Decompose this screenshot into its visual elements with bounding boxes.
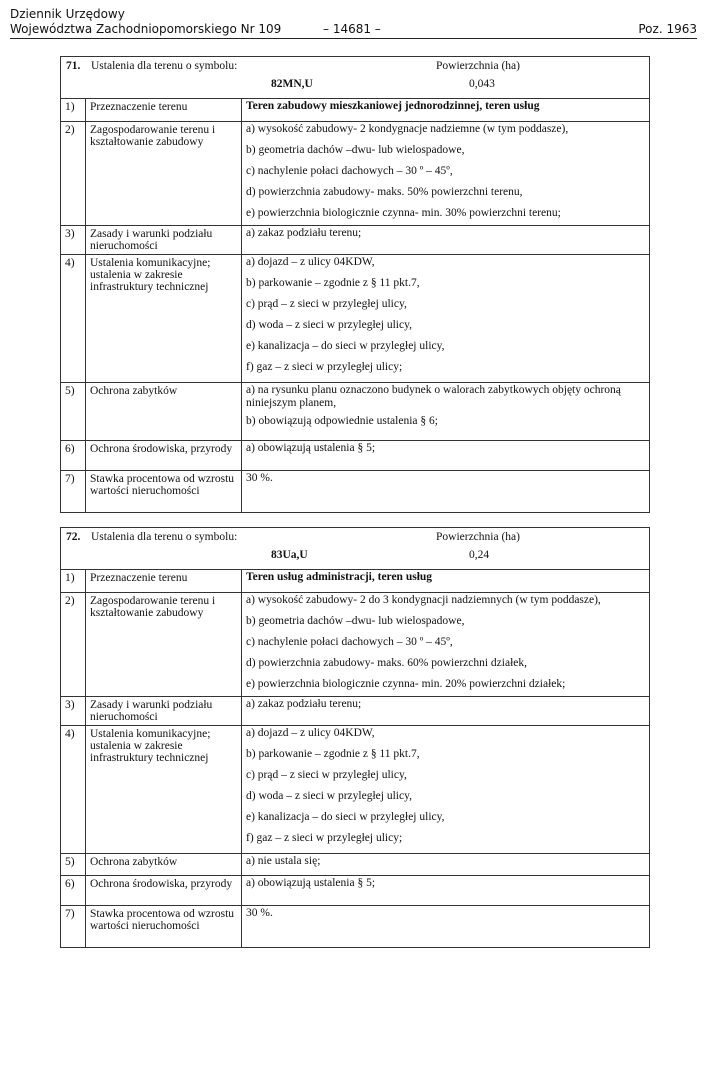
row-item: b) parkowanie – zgodnie z § 11 pkt.7,	[246, 748, 420, 760]
row-item: a) dojazd – z ulicy 04KDW,	[246, 727, 375, 739]
row-item: a) na rysunku planu oznaczono budynek o walorach zabytkowych objęty ochroną niniejszym planem,	[246, 384, 621, 409]
row-title: Stawka procentowa od wzrostu wartości nieruchomości	[86, 471, 242, 512]
row-item: a) dojazd – z ulicy 04KDW,	[246, 256, 375, 268]
row-item: e) powierzchnia biologicznie czynna- min. 30% powierzchni terenu;	[246, 207, 561, 219]
row-item: e) kanalizacja – do sieci w przyległej ulicy,	[246, 340, 445, 352]
row-item: d) powierzchnia zabudowy- maks. 60% powierzchni działek,	[246, 657, 528, 669]
row-number: 3)	[61, 697, 86, 725]
position-number: Poz. 1963	[638, 22, 697, 36]
row-item: c) nachylenie połaci dachowych – 30 º – 45º,	[246, 165, 453, 177]
row-item: f) gaz – z sieci w przyległej ulicy;	[246, 832, 403, 844]
row-item: b) parkowanie – zgodnie z § 11 pkt.7,	[246, 277, 420, 289]
row-number: 4)	[61, 726, 86, 853]
row-title: Ochrona zabytków	[86, 854, 242, 875]
row-number: 1)	[61, 570, 86, 592]
block-label: Ustalenia dla terenu o symbolu:	[91, 531, 238, 543]
row-item: Teren usług administracji, teren usług	[246, 571, 433, 583]
row-content	[242, 854, 649, 875]
row-title: Ustalenia komunikacyjne; ustalenia w zakresie infrastruktury technicznej	[86, 726, 242, 853]
row-number: 5)	[61, 383, 86, 440]
row-title: Zagospodarowanie terenu i kształtowanie zabudowy	[86, 122, 242, 225]
area-label: Powierzchnia (ha)	[436, 531, 520, 543]
row-content	[242, 226, 649, 254]
row-item: d) powierzchnia zabudowy- maks. 50% powierzchni terenu,	[246, 186, 523, 198]
regulation-block-71	[60, 56, 650, 513]
row-number: 6)	[61, 876, 86, 905]
table-row	[61, 876, 649, 906]
row-title: Ochrona zabytków	[86, 383, 242, 440]
publisher: Województwa Zachodniopomorskiego Nr 109	[10, 22, 282, 36]
row-title: Zagospodarowanie terenu i kształtowanie zabudowy	[86, 593, 242, 696]
row-content	[242, 99, 649, 121]
row-number: 2)	[61, 122, 86, 225]
row-item: f) gaz – z sieci w przyległej ulicy;	[246, 361, 403, 373]
row-item: a) obowiązują ustalenia § 5;	[246, 442, 376, 454]
row-item: e) powierzchnia biologicznie czynna- min. 20% powierzchni działek;	[246, 678, 566, 690]
table-row	[61, 122, 649, 226]
row-content	[242, 697, 649, 725]
row-item: a) obowiązują ustalenia § 5;	[246, 877, 376, 889]
row-content	[242, 570, 649, 592]
row-content	[242, 383, 649, 440]
block-number: 72.	[66, 531, 81, 543]
row-item: 30 %.	[246, 472, 273, 484]
row-number: 7)	[61, 906, 86, 947]
row-number: 3)	[61, 226, 86, 254]
table-row	[61, 383, 649, 441]
row-title: Zasady i warunki podziału nieruchomości	[86, 697, 242, 725]
row-item: e) kanalizacja – do sieci w przyległej ulicy,	[246, 811, 445, 823]
row-item: d) woda – z sieci w przyległej ulicy,	[246, 319, 412, 331]
row-title: Ustalenia komunikacyjne; ustalenia w zakresie infrastruktury technicznej	[86, 255, 242, 382]
page-header	[10, 7, 697, 39]
table-row	[61, 99, 649, 122]
row-item: c) prąd – z sieci w przyległej ulicy,	[246, 769, 407, 781]
row-number: 2)	[61, 593, 86, 696]
header-line	[10, 22, 697, 39]
row-content	[242, 122, 649, 225]
row-item: d) woda – z sieci w przyległej ulicy,	[246, 790, 412, 802]
table-row	[61, 226, 649, 255]
row-content	[242, 593, 649, 696]
row-item: a) zakaz podziału terenu;	[246, 227, 362, 239]
row-content	[242, 906, 649, 947]
block-title-row	[61, 57, 649, 99]
block-number: 71.	[66, 60, 81, 72]
row-content	[242, 441, 649, 470]
table-row	[61, 854, 649, 876]
page-number: – 14681 –	[323, 22, 381, 36]
row-item: c) prąd – z sieci w przyległej ulicy,	[246, 298, 407, 310]
row-item: b) obowiązują odpowiednie ustalenia § 6;	[246, 415, 438, 427]
row-number: 6)	[61, 441, 86, 470]
table-row	[61, 697, 649, 726]
row-item: c) nachylenie połaci dachowych – 30 º – 45º,	[246, 636, 453, 648]
terrain-symbol: 82MN,U	[271, 78, 313, 90]
row-item: a) wysokość zabudowy- 2 kondygnacje nadziemne (w tym poddasze),	[246, 123, 569, 135]
row-item: b) geometria dachów –dwu- lub wielospadowe,	[246, 144, 465, 156]
block-title-row	[61, 528, 649, 570]
terrain-symbol: 83Ua,U	[271, 549, 308, 561]
row-title: Ochrona środowiska, przyrody	[86, 876, 242, 905]
row-item: a) zakaz podziału terenu;	[246, 698, 362, 710]
table-row	[61, 726, 649, 854]
row-item: a) nie ustala się;	[246, 855, 321, 867]
regulation-block-72	[60, 527, 650, 948]
area-label: Powierzchnia (ha)	[436, 60, 520, 72]
area-value: 0,043	[469, 78, 495, 90]
row-item: b) geometria dachów –dwu- lub wielospadowe,	[246, 615, 465, 627]
row-content	[242, 471, 649, 512]
table-row	[61, 471, 649, 512]
row-title: Stawka procentowa od wzrostu wartości nieruchomości	[86, 906, 242, 947]
row-number: 4)	[61, 255, 86, 382]
table-row	[61, 255, 649, 383]
row-title: Przeznaczenie terenu	[86, 570, 242, 592]
row-number: 5)	[61, 854, 86, 875]
row-content	[242, 876, 649, 905]
row-title: Ochrona środowiska, przyrody	[86, 441, 242, 470]
row-content	[242, 726, 649, 853]
row-item: Teren zabudowy mieszkaniowej jednorodzinnej, teren usług	[246, 100, 540, 112]
block-label: Ustalenia dla terenu o symbolu:	[91, 60, 238, 72]
row-item: a) wysokość zabudowy- 2 do 3 kondygnacji nadziemnych (w tym poddasze),	[246, 594, 601, 606]
area-value: 0,24	[469, 549, 490, 561]
row-content	[242, 255, 649, 382]
table-row	[61, 441, 649, 471]
journal-title: Dziennik Urzędowy	[10, 7, 125, 21]
table-row	[61, 906, 649, 947]
row-title: Przeznaczenie terenu	[86, 99, 242, 121]
row-number: 1)	[61, 99, 86, 121]
row-number: 7)	[61, 471, 86, 512]
table-row	[61, 593, 649, 697]
row-title: Zasady i warunki podziału nieruchomości	[86, 226, 242, 254]
row-item: 30 %.	[246, 907, 273, 919]
table-row	[61, 570, 649, 593]
